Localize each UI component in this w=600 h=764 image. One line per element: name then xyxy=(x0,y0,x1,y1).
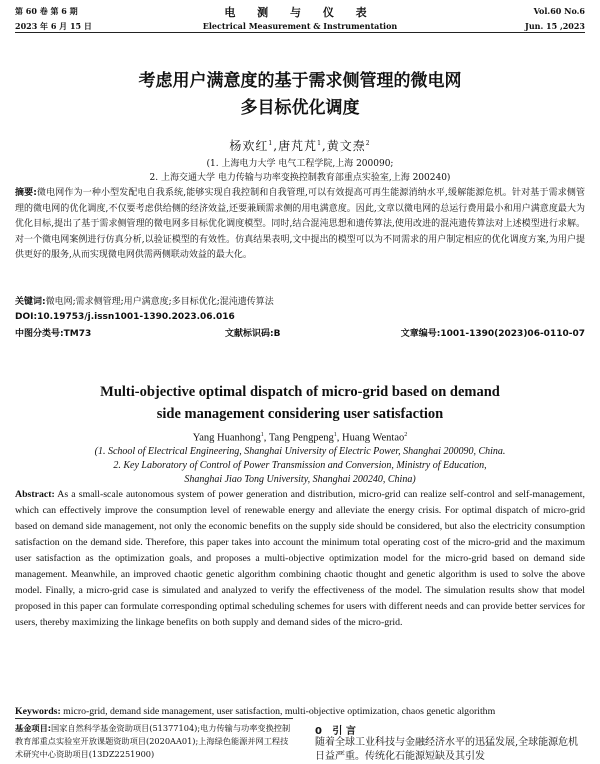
author-en-1: Yang Huanhong xyxy=(192,432,261,444)
keywords-cn xyxy=(15,295,585,311)
affiliation-cn-1: (1. 上海电力大学 电气工程学院,上海 200090; xyxy=(206,159,394,169)
keywords-en xyxy=(15,706,585,717)
keywords-en-text: micro-grid, demand side management, user satisfaction, multi-objective optimization, chaos genetic algorithm xyxy=(63,706,496,717)
author-cn-1: 杨欢红 xyxy=(229,139,269,153)
fund-label: 基金项目: xyxy=(15,723,52,733)
document-code: 文献标识码:B xyxy=(225,329,281,339)
abstract-en xyxy=(15,487,585,631)
affiliation-en-3: Shanghai Jiao Tong University, Shanghai 200240, China) xyxy=(184,474,416,485)
abstract-cn-text: 微电网作为一种小型发配电自我系统,能够实现自我控制和自我管理,可以有效提高可再生能源消纳水平,缓解能源危机。针对基于需求侧管理的微电网的优化调度,不仅要考虑供给侧的经济效益,还要兼顾需求侧的用电满意度。因此,文章以微电网的总运行费用最小和用户满意度最大为优化目标,提出了基于需求侧管理的微电网多目标优化调度模型。同时,结合混沌思想和遗传算法,使用改进的混沌遗传算法对上述模型进行求解。对一个微电网案例进行仿真分析,以验证模型的有效性。仿真结果表明,文中提出的模型可以为不同需求的用户制定相应的优化调度方案,为用户提供更好的服务,从而实现微电网供需两侧联动效益的最大化。 xyxy=(15,188,585,261)
author-cn-3: 黄文焘 xyxy=(326,139,366,153)
keywords-cn-label: 关键词: xyxy=(15,297,46,307)
title-en-line2: side management considering user satisfaction xyxy=(156,406,444,422)
header-rule xyxy=(15,32,585,33)
section-body: 随着全球工业科技与金融经济水平的迅猛发展,全球能源危机日益严重。传统化石能源短缺及其引发 xyxy=(315,737,579,762)
authors-cn: 杨欢红$^1$,唐芃芃$^1$,黄文焘$^2$ xyxy=(229,139,371,153)
doi: DOI:10.19753/j.issn1001-1390.2023.06.016 xyxy=(15,312,235,322)
date-cn: 2023 年 6 月 15 日 xyxy=(15,21,92,31)
journal-en: Electrical Measurement & Instrumentation xyxy=(202,21,398,31)
abstract-cn-label: 摘要: xyxy=(15,188,37,198)
volume-cn: 第 60 卷 第 6 期 xyxy=(15,6,78,16)
keywords-cn-text: 微电网;需求侧管理;用户满意度;多目标优化;混沌遗传算法 xyxy=(45,297,274,307)
affiliation-en-2: 2. Key Laboratory of Control of Power Transmission and Conversion, Ministry of Education, xyxy=(113,460,487,471)
affiliation-en-1: (1. School of Electrical Engineering, Shanghai University of Electric Power, Shanghai 200090, China. xyxy=(94,446,506,457)
abstract-en-text: As a small-scale autonomous system of power generation and distribution, micro-grid can realize self-control and self-management, which can effectively improve the consumption level of renewable energy and alleviate the energy crisis. For optimal dispatch of micro-grid based on demand side management, not only the economic benefits on the supply side should be considered, but also the electricity consumption satisfaction on the demand side. Therefore, this paper takes into account the minimum total operating cost of the micro-grid and the maximum user satisfaction as the optimization goals, and proposes a multi-objective optimization model for the micro-grid based on demand side management. Meanwhile, an improved chaotic genetic algorithm combining chaotic thought and genetic algorithm is used to solve the above model. Finally, a micro-grid case is simulated and analyzed to verify the effectiveness of the model. The simulation results show that model proposed in this paper can formulate corresponding optimal scheduling schemes for users with different needs and can provide better services for users, thereby maximizing the linkage benefits on both supply and demand sides of the micro-grid. xyxy=(15,489,585,628)
section-title: 引 言 xyxy=(332,726,356,737)
title-cn-line2: 多目标优化调度 xyxy=(240,98,360,118)
volume-en: Vol.60 No.6 xyxy=(533,6,585,16)
fund-text: 国家自然科学基金资助项目(51377104);电力传输与功率变换控制教育部重点实验室开放课题资助项目(2020AA01);上海绿色能源并网工程技术研究中心资助项目(13DZ2251900) xyxy=(15,723,291,759)
fund-note xyxy=(15,722,293,761)
author-cn-2: 唐芃芃 xyxy=(278,139,318,153)
abstract-en-label: Abstract: xyxy=(15,489,55,500)
title-en-line1: Multi-objective optimal dispatch of micro-grid based on demand xyxy=(100,384,500,400)
date-en: Jun. 15 ,2023 xyxy=(525,21,585,31)
author-en-2: Tang Pengpeng xyxy=(268,432,334,444)
abstract-cn xyxy=(15,186,585,264)
authors-en: Yang Huanhong$^1$, Tang Pengpeng$^1$, Huang Wentao$^2$ xyxy=(192,432,408,444)
affiliation-cn-2: 2. 上海交通大学 电力传输与功率变换控制教育部重点实验室,上海 200240) xyxy=(149,173,451,183)
keywords-en-label: Keywords: xyxy=(15,706,61,717)
section-number: 0 xyxy=(315,726,322,737)
author-en-3: Huang Wentao xyxy=(342,432,405,444)
article-number: 文章编号:1001-1390(2023)06-0110-07 xyxy=(400,329,585,339)
clc-number: 中图分类号:TM73 xyxy=(15,329,92,339)
journal-cn: 电 测 与 仪 表 xyxy=(224,6,376,19)
footnote-rule xyxy=(15,718,293,719)
title-cn-line1: 考虑用户满意度的基于需求侧管理的微电网 xyxy=(138,71,462,91)
